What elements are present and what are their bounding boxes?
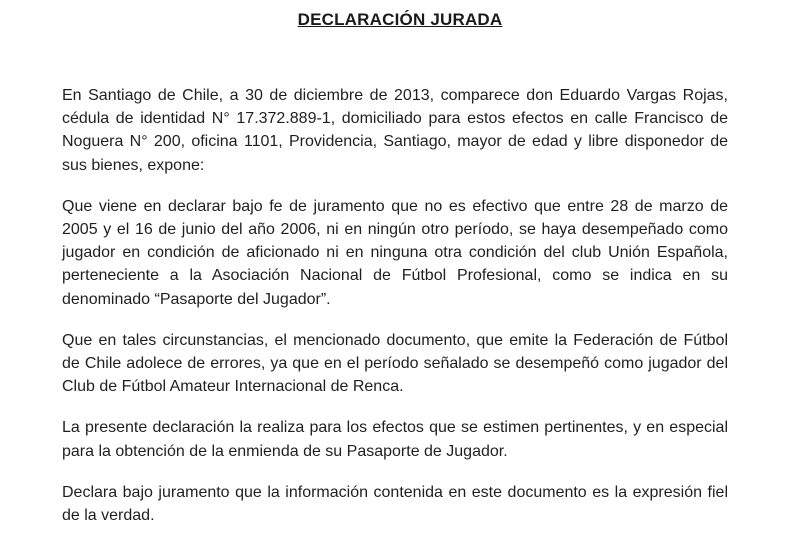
paragraph-declaracion: Que viene en declarar bajo fe de juramento que no es efectivo que entre 28 de marzo de 2005 y el 16 de junio del año 2006, ni en ningún otro período, se haya desempeñado como jugador en condición de aficionado ni en ninguna otra condición del club Unión Española, perteneciente a la Asociación Nacional de Fútbol Profesional, como se indica en su denominado “Pasaporte del Jugador”. xyxy=(62,197,728,308)
paragraph-juramento: Declara bajo juramento que la información contenida en este documento es la expresión fiel de la verdad. xyxy=(62,483,728,525)
paragraph-proposito: La presente declaración la realiza para los efectos que se estimen pertinentes, y en especial para la obtención de la enmienda de su Pasaporte de Jugador. xyxy=(62,419,728,460)
document-body xyxy=(62,84,728,545)
paragraph-comparecencia: En Santiago de Chile, a 30 de diciembre de 2013, comparece don Eduardo Vargas Rojas, cédula de identidad N° 17.372.889-1, domiciliado para estos efectos en calle Francisco de Noguera N° 200, oficina 1101, Providencia, Santiago, mayor de edad y libre disponedor de sus bienes, expone: xyxy=(62,87,728,174)
paragraph-circunstancias: Que en tales circunstancias, el mencionado documento, que emite la Federación de Fútbol de Chile adolece de errores, ya que en el período señalado se desempeñó como jugador del Club de Fútbol Amateur Internacional de Renca. xyxy=(62,331,728,396)
document-title: DECLARACIÓN JURADA xyxy=(297,10,503,29)
